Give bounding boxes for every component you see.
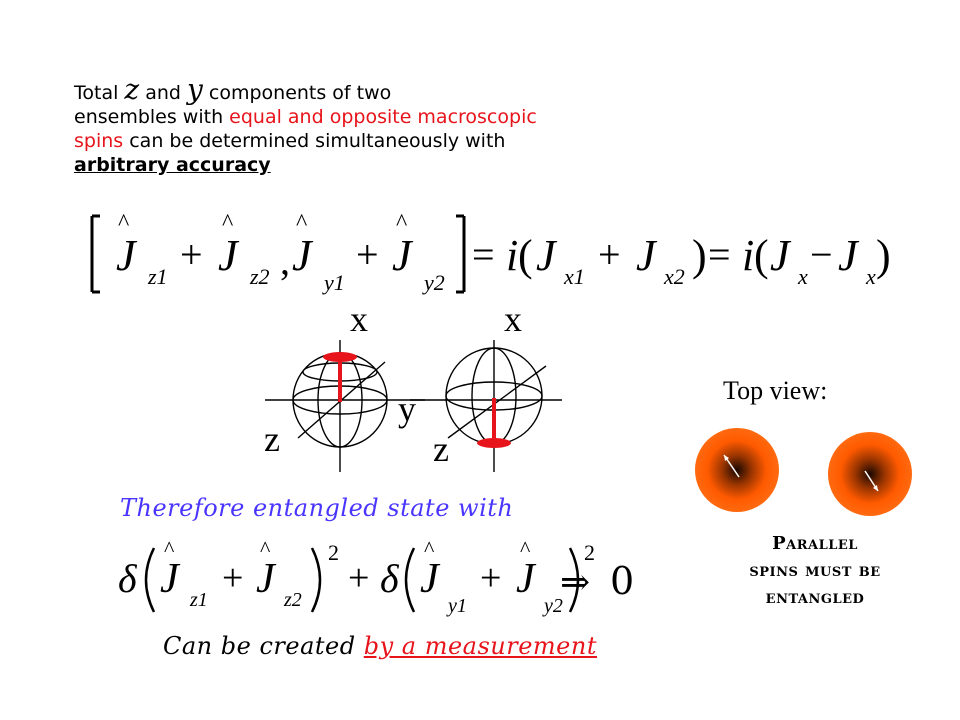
- spin-ball-left: [695, 428, 779, 512]
- eq2-sub: y1: [448, 595, 467, 617]
- eq1-J: J: [292, 231, 312, 280]
- eq2-J: J: [516, 556, 535, 602]
- eq2-plus: +: [222, 557, 244, 599]
- intro-text: Total: [74, 82, 125, 104]
- intro-red-text: equal and opposite macroscopic spins: [74, 106, 537, 152]
- axis-label-x: x: [350, 299, 368, 339]
- created-plain: Can be created: [163, 632, 364, 660]
- eq1-comma: ,: [280, 238, 290, 283]
- eq1-J: J: [218, 231, 238, 280]
- eq1-paren: (: [754, 231, 769, 280]
- hat: ^: [424, 540, 435, 561]
- spin-ball-right: [828, 432, 912, 516]
- eq1-paren: ): [876, 231, 891, 280]
- eq2-arrow: ⇒: [560, 562, 591, 603]
- eq2-sub: z2: [284, 589, 302, 611]
- eq1-sub: z2: [250, 264, 270, 289]
- eq1-sub: z1: [148, 264, 168, 289]
- therefore-text: Therefore entangled state with: [120, 494, 514, 522]
- eq1-sub: x: [866, 264, 876, 289]
- eq1-J: J: [392, 231, 412, 280]
- eq2-power: 2: [584, 540, 595, 565]
- intro-y: y: [187, 73, 203, 106]
- intro-paragraph: [74, 73, 574, 177]
- eq1-equals: =: [472, 232, 495, 277]
- eq2-delta: δ: [118, 556, 137, 601]
- eq1-sub: x: [798, 264, 808, 289]
- axis-label-z: z: [264, 419, 280, 459]
- eq1-plus: +: [356, 232, 379, 277]
- intro-text: components of two: [202, 82, 392, 104]
- eq1-sub: x1: [564, 264, 585, 289]
- eq2-plus: +: [480, 557, 502, 599]
- parallel-line: entangled: [765, 587, 865, 608]
- eq1-tail: [900, 214, 956, 294]
- eq1-J: J: [770, 231, 790, 280]
- eq2-power: 2: [328, 540, 339, 565]
- hat: ^: [396, 210, 408, 236]
- eq1-J: J: [536, 231, 556, 280]
- eq2-J: J: [420, 556, 439, 602]
- eq1-i: i: [742, 231, 755, 280]
- eq1-J: J: [636, 231, 656, 280]
- hat: ^: [260, 540, 271, 561]
- created-red: by a measurement: [363, 632, 597, 660]
- eq1-sub: y2: [424, 270, 445, 295]
- right-spin-arrow: [477, 398, 511, 448]
- axis-label-z: z: [433, 429, 449, 469]
- hat: ^: [118, 210, 130, 236]
- eq2-sub: z1: [190, 589, 208, 611]
- intro-z: z: [124, 73, 140, 106]
- axis-label-x: x: [504, 299, 522, 339]
- hat: ^: [296, 210, 308, 236]
- eq1-J: J: [116, 231, 136, 280]
- top-view-label: Top view:: [723, 376, 828, 405]
- hat: ^: [164, 540, 175, 561]
- eq1-paren: (: [518, 231, 533, 280]
- eq1-paren: ): [692, 231, 707, 280]
- top-view-spins: [690, 425, 930, 525]
- eq1-plus: +: [180, 232, 203, 277]
- parallel-line: spins must be: [749, 560, 881, 581]
- eq1-J: J: [838, 231, 858, 280]
- eq1-sub: x2: [664, 264, 685, 289]
- eq1-minus: −: [810, 232, 833, 277]
- eq1-sub: y1: [324, 270, 345, 295]
- hat: ^: [222, 210, 234, 236]
- eq1-plus: +: [598, 232, 621, 277]
- commutator-equation: [70, 208, 910, 298]
- intro-underlined: arbitrary accuracy: [74, 154, 271, 176]
- eq2-zero: 0: [610, 559, 635, 603]
- eq2-tail: [560, 548, 640, 608]
- intro-text: can be determined simultaneously with: [123, 130, 506, 152]
- created-text: [163, 632, 597, 660]
- eq2-J: J: [160, 556, 179, 602]
- intro-text: and: [139, 82, 188, 104]
- eq1-equals: =: [708, 232, 731, 277]
- eq2-plus: +: [348, 557, 370, 599]
- eq2-delta: δ: [380, 556, 399, 601]
- eq1-i: i: [506, 231, 519, 280]
- axis-label-y: y: [398, 389, 416, 429]
- eq2-J: J: [256, 556, 275, 602]
- hat: ^: [520, 540, 531, 561]
- eq2-sub: y2: [544, 595, 563, 617]
- parallel-spins-note: [707, 530, 923, 611]
- spin-diagram: [250, 290, 570, 480]
- parallel-line: Parallel: [772, 533, 858, 554]
- left-spin-arrow: [323, 352, 357, 402]
- intro-text: ensembles with: [74, 106, 230, 128]
